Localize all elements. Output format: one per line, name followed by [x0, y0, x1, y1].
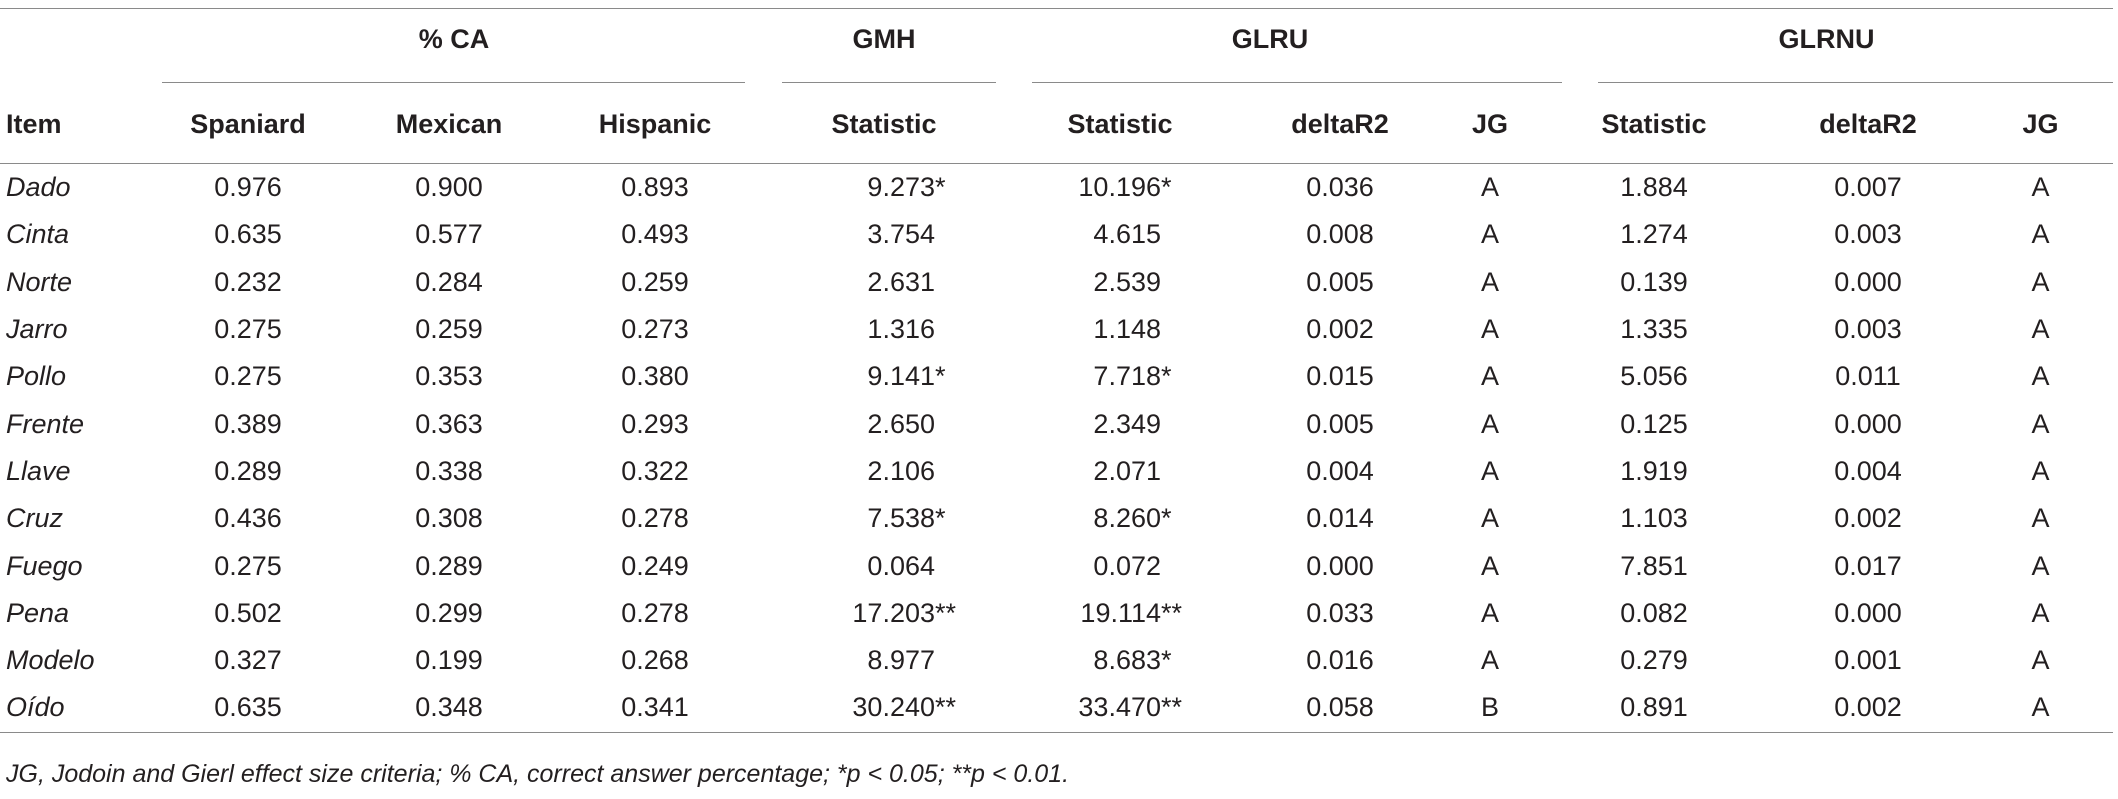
cell-glrnu-deltar2: 0.007: [1834, 172, 1902, 203]
cell-glru-statistic: [1000, 448, 1240, 495]
statistic-value: 7.718*: [1093, 361, 1172, 392]
cell-spaniard: 0.635: [140, 684, 356, 732]
cell-mexican: 0.577: [415, 219, 483, 250]
cell-item: Frente: [6, 408, 85, 439]
col-header-hispanic: Hispanic: [542, 85, 768, 164]
cell-glrnu-jg: A: [2031, 314, 2050, 345]
cell-glru-deltar2: 0.036: [1306, 172, 1374, 203]
cell-glrnu-statistic: 7.851: [1620, 550, 1688, 581]
cell-glru-jg: A: [1480, 455, 1499, 486]
statistic-value: 1.316: [867, 314, 935, 345]
col-header-mexican: Mexican: [356, 85, 542, 164]
group-rule-gmh: [782, 82, 996, 83]
cell-glrnu-deltar2: 0.000: [1834, 408, 1902, 439]
cell-mexican: 0.259: [415, 314, 483, 345]
cell-item: Norte: [6, 266, 73, 297]
cell-spaniard: 0.327: [214, 645, 282, 676]
statistic-value: 0.064: [867, 550, 935, 581]
cell-hispanic: 0.341: [542, 684, 768, 732]
group-header-row: [0, 9, 2113, 86]
cell-gmh-statistic: [768, 211, 1000, 258]
cell-glrnu-jg: A: [1968, 684, 2113, 732]
cell-glrnu-statistic: 5.056: [1620, 361, 1688, 392]
cell-hispanic: 0.322: [621, 455, 689, 486]
statistic-value: 0.072: [1093, 550, 1161, 581]
cell-glru-deltar2: 0.002: [1306, 314, 1374, 345]
cell-glrnu-statistic: 0.139: [1620, 266, 1688, 297]
table-row: [0, 542, 2113, 589]
cell-glrnu-deltar2: 0.002: [1834, 503, 1902, 534]
cell-glrnu-jg: A: [2031, 172, 2050, 203]
cell-glru-jg: A: [1480, 219, 1499, 250]
cell-glru-statistic: [1000, 542, 1240, 589]
cell-mexican: 0.353: [415, 361, 483, 392]
cell-glrnu-jg: A: [2031, 219, 2050, 250]
cell-spaniard: 0.232: [214, 266, 282, 297]
statistic-value: 10.196*: [1078, 172, 1172, 203]
cell-glru-jg: A: [1480, 645, 1499, 676]
table-row: [0, 684, 2113, 732]
cell-hispanic: 0.278: [621, 503, 689, 534]
table-row: [0, 495, 2113, 542]
cell-hispanic: 0.249: [621, 550, 689, 581]
table-row: [0, 164, 2113, 212]
cell-glrnu-statistic: 0.279: [1620, 645, 1688, 676]
cell-item: Pollo: [6, 361, 67, 392]
cell-glrnu-jg: A: [2031, 503, 2050, 534]
cell-mexican: 0.299: [415, 597, 483, 628]
statistic-value: 4.615: [1093, 219, 1161, 250]
cell-mexican: 0.284: [415, 266, 483, 297]
cell-glrnu-deltar2: 0.000: [1834, 597, 1902, 628]
cell-glrnu-deltar2: 0.001: [1834, 645, 1902, 676]
cell-glru-jg: A: [1480, 408, 1499, 439]
cell-glru-statistic: [1000, 590, 1240, 637]
cell-hispanic: 0.273: [621, 314, 689, 345]
cell-spaniard: 0.976: [214, 172, 282, 203]
cell-glrnu-deltar2: 0.000: [1834, 266, 1902, 297]
cell-hispanic: 0.259: [621, 266, 689, 297]
statistic-value: 8.260*: [1093, 503, 1172, 534]
cell-spaniard: 0.389: [214, 408, 282, 439]
cell-glru-deltar2: 0.005: [1306, 408, 1374, 439]
cell-glru-statistic: [1000, 637, 1240, 684]
table-body: [0, 164, 2113, 733]
column-header-row: [0, 85, 2113, 164]
group-header-glru: GLRU: [1231, 23, 1309, 54]
statistic-value: 2.349: [1093, 408, 1161, 439]
cell-gmh-statistic: [768, 495, 1000, 542]
cell-glrnu-statistic: 1.335: [1620, 314, 1688, 345]
cell-glrnu-deltar2: 0.003: [1834, 314, 1902, 345]
cell-item: Cinta: [6, 219, 70, 250]
statistic-value: 2.631: [867, 266, 935, 297]
table-row: [0, 400, 2113, 447]
cell-glrnu-deltar2: 0.017: [1834, 550, 1902, 581]
cell-glru-jg: A: [1480, 314, 1499, 345]
cell-glrnu-statistic: 1.103: [1620, 503, 1688, 534]
cell-glru-deltar2: 0.033: [1306, 597, 1374, 628]
statistic-value: 9.273*: [867, 172, 946, 203]
cell-glru-jg: A: [1480, 172, 1499, 203]
table-footnote: JG, Jodoin and Gierl effect size criteria; % CA, correct answer percentage; *p < 0.05; **p < 0.01.: [6, 760, 1070, 788]
cell-glru-jg: A: [1480, 550, 1499, 581]
table-row: [0, 448, 2113, 495]
cell-glrnu-jg: A: [2031, 455, 2050, 486]
cell-item: Jarro: [6, 314, 68, 345]
col-header-item: Item: [0, 85, 140, 164]
col-header-glru-jg: JG: [1440, 85, 1540, 164]
cell-spaniard: 0.289: [214, 455, 282, 486]
cell-gmh-statistic: [768, 684, 1000, 732]
cell-gmh-statistic: [768, 164, 1000, 212]
table-row: [0, 306, 2113, 353]
cell-spaniard: 0.275: [214, 361, 282, 392]
statistic-value: 33.470**: [1078, 692, 1183, 723]
cell-item: Llave: [6, 455, 71, 486]
group-header-ca: % CA: [418, 23, 490, 54]
cell-mexican: 0.900: [415, 172, 483, 203]
cell-glrnu-jg: A: [2031, 361, 2050, 392]
cell-item: Cruz: [6, 503, 64, 534]
cell-glrnu-jg: A: [2031, 266, 2050, 297]
table-row: [0, 637, 2113, 684]
statistic-value: 19.114**: [1080, 597, 1183, 628]
col-header-glru-statistic: Statistic: [1000, 85, 1240, 164]
group-header-glrnu: GLRNU: [1778, 23, 1875, 54]
cell-glru-deltar2: 0.016: [1306, 645, 1374, 676]
table-row: [0, 259, 2113, 306]
cell-gmh-statistic: [768, 637, 1000, 684]
cell-glrnu-statistic: 1.274: [1620, 219, 1688, 250]
cell-glru-deltar2: 0.014: [1306, 503, 1374, 534]
cell-glru-statistic: [1000, 164, 1240, 212]
col-header-spaniard: Spaniard: [140, 85, 356, 164]
statistic-value: 17.203**: [852, 597, 957, 628]
cell-glrnu-deltar2: 0.003: [1834, 219, 1902, 250]
statistic-value: 30.240**: [852, 692, 957, 723]
cell-gmh-statistic: [768, 259, 1000, 306]
cell-spaniard: 0.502: [214, 597, 282, 628]
cell-spaniard: 0.436: [214, 503, 282, 534]
cell-glrnu-jg: A: [2031, 597, 2050, 628]
cell-gmh-statistic: [768, 353, 1000, 400]
cell-hispanic: 0.268: [621, 645, 689, 676]
cell-glru-deltar2: 0.008: [1306, 219, 1374, 250]
cell-glru-statistic: [1000, 684, 1240, 732]
table-row: [0, 211, 2113, 258]
group-header-gmh: GMH: [852, 23, 916, 54]
cell-glru-statistic: [1000, 353, 1240, 400]
cell-glrnu-statistic: 0.082: [1620, 597, 1688, 628]
cell-mexican: 0.363: [415, 408, 483, 439]
cell-hispanic: 0.293: [621, 408, 689, 439]
cell-gmh-statistic: [768, 542, 1000, 589]
statistic-value: 2.106: [867, 455, 935, 486]
table-row: [0, 590, 2113, 637]
cell-spaniard: 0.635: [214, 219, 282, 250]
cell-item: Oído: [0, 684, 140, 732]
cell-gmh-statistic: [768, 448, 1000, 495]
cell-glrnu-jg: A: [2031, 645, 2050, 676]
cell-mexican: 0.348: [356, 684, 542, 732]
statistic-value: 8.683*: [1093, 645, 1172, 676]
cell-glrnu-statistic: 1.919: [1620, 455, 1688, 486]
cell-hispanic: 0.893: [621, 172, 689, 203]
cell-glrnu-statistic: 0.125: [1620, 408, 1688, 439]
cell-glru-statistic: [1000, 495, 1240, 542]
cell-glru-jg: A: [1480, 503, 1499, 534]
statistic-value: 1.148: [1093, 314, 1161, 345]
cell-item: Fuego: [6, 550, 83, 581]
cell-spaniard: 0.275: [214, 314, 282, 345]
cell-glru-statistic: [1000, 306, 1240, 353]
statistic-value: 7.538*: [867, 503, 946, 534]
statistic-value: 2.071: [1093, 455, 1161, 486]
statistic-value: 2.650: [867, 408, 935, 439]
statistic-value: 2.539: [1093, 266, 1161, 297]
cell-glrnu-deltar2: 0.004: [1834, 455, 1902, 486]
col-header-glrnu-statistic: Statistic: [1540, 85, 1768, 164]
statistic-value: 9.141*: [867, 361, 946, 392]
cell-glru-deltar2: 0.005: [1306, 266, 1374, 297]
cell-item: Modelo: [6, 645, 95, 676]
cell-glrnu-deltar2: 0.011: [1835, 361, 1901, 392]
cell-glru-statistic: [1000, 259, 1240, 306]
group-rule-ca: [162, 82, 745, 83]
col-header-glrnu-deltar2: deltaR2: [1768, 85, 1968, 164]
cell-glru-jg: A: [1480, 266, 1499, 297]
cell-mexican: 0.338: [415, 455, 483, 486]
cell-glru-deltar2: 0.058: [1240, 684, 1440, 732]
col-header-gmh-statistic: Statistic: [768, 85, 1000, 164]
cell-glrnu-deltar2: 0.002: [1768, 684, 1968, 732]
cell-glru-jg: B: [1440, 684, 1540, 732]
cell-mexican: 0.289: [415, 550, 483, 581]
cell-mexican: 0.199: [415, 645, 483, 676]
statistic-value: 8.977: [867, 645, 935, 676]
col-header-glru-deltar2: deltaR2: [1240, 85, 1440, 164]
cell-gmh-statistic: [768, 590, 1000, 637]
cell-glru-deltar2: 0.004: [1306, 455, 1374, 486]
cell-spaniard: 0.275: [214, 550, 282, 581]
cell-glrnu-jg: A: [2031, 408, 2050, 439]
cell-gmh-statistic: [768, 306, 1000, 353]
cell-mexican: 0.308: [415, 503, 483, 534]
cell-glru-statistic: [1000, 211, 1240, 258]
cell-item: Pena: [6, 597, 70, 628]
cell-gmh-statistic: [768, 400, 1000, 447]
cell-glrnu-statistic: 0.891: [1540, 684, 1768, 732]
table-row: [0, 353, 2113, 400]
results-table: [0, 8, 2113, 733]
cell-glru-statistic: [1000, 400, 1240, 447]
group-rule-glrnu: [1598, 82, 2113, 83]
cell-hispanic: 0.493: [621, 219, 689, 250]
cell-glrnu-statistic: 1.884: [1620, 172, 1688, 203]
cell-glru-jg: A: [1480, 361, 1499, 392]
cell-hispanic: 0.380: [621, 361, 689, 392]
cell-glru-jg: A: [1480, 597, 1499, 628]
statistic-value: 3.754: [867, 219, 935, 250]
group-header-empty: [0, 9, 140, 86]
cell-glru-deltar2: 0.000: [1306, 550, 1374, 581]
cell-glru-deltar2: 0.015: [1306, 361, 1374, 392]
cell-glrnu-jg: A: [2031, 550, 2050, 581]
cell-item: Dado: [6, 172, 71, 203]
group-rule-glru: [1032, 82, 1562, 83]
cell-hispanic: 0.278: [621, 597, 689, 628]
col-header-glrnu-jg: JG: [1968, 85, 2113, 164]
